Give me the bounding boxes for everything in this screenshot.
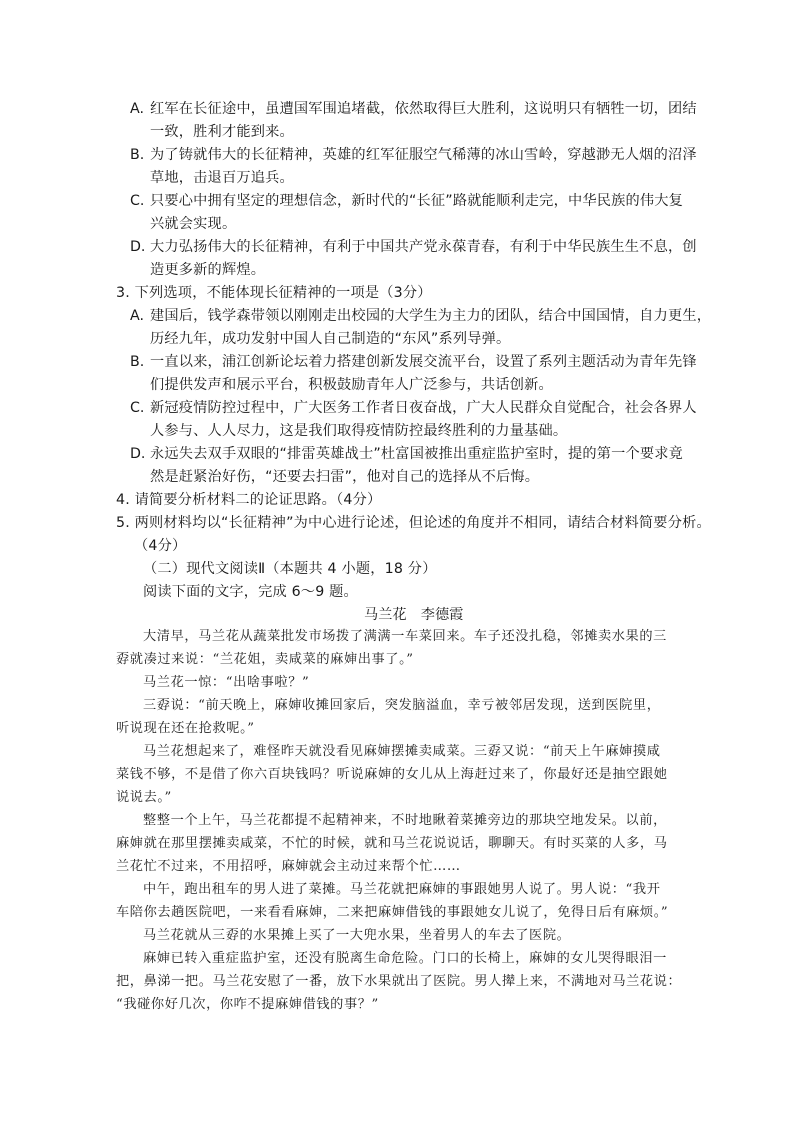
option-label: B.	[130, 354, 145, 370]
option-label: B.	[130, 147, 145, 163]
option-label: D.	[130, 446, 146, 462]
story-line: 大清早，马兰花从蔬菜批发市场拨了满满一车菜回来。车子还没扎稳，邻摊卖水果的三	[143, 629, 667, 644]
question-stem: 3. 下列选项，不能体现长征精神的一项是（3分）	[116, 285, 432, 301]
story-line: 马兰花一惊：“出啥事啦？”	[143, 675, 310, 690]
story-line: 孬就凑过来说：“兰花姐，卖咸菜的麻婶出事了。”	[116, 652, 414, 667]
story-line: 三孬说：“前天晚上，麻婶收摊回家后，突发脑溢血，幸亏被邻居发现，送到医院里，	[143, 698, 661, 713]
option-label: C.	[130, 193, 145, 209]
option-label: A.	[130, 308, 144, 324]
story-title: 马兰花 李德霞	[364, 607, 464, 623]
option-label: D.	[130, 239, 146, 255]
story-line: 说说去。”	[116, 790, 172, 805]
option-text: 历经九年，成功发射中国人自己制造的“东风”系列导弹。	[150, 331, 511, 347]
option-text: 为了铸就伟大的长征精神，英雄的红军征服空气稀薄的冰山雪岭，穿越渺无人烟的沼泽	[150, 147, 697, 163]
story-line: 兰花忙不过来，不用招呼，麻婶就会主动过来帮个忙……	[116, 859, 461, 874]
option-text: 建国后，钱学森带领以刚刚走出校园的大学生为主力的团队，结合中国国情，自力更生，	[150, 308, 712, 324]
reading-instruction: 阅读下面的文字，完成 6～9 题。	[143, 584, 358, 600]
option-text: 一直以来，浦江创新论坛着力搭建创新发展交流平台，设置了系列主题活动为青年先锋	[150, 354, 697, 370]
option-label: A.	[130, 101, 144, 117]
option-text: 们提供发声和展示平台，积极鼓励青年人广泛参与，共话创新。	[150, 377, 553, 393]
section-header: （二）现代文阅读Ⅱ（本题共 4 小题，18 分）	[143, 561, 437, 577]
question-5: 5. 两则材料均以“长征精神”为中心进行论述，但论述的角度并不相同，请结合材料简要分析。	[116, 515, 711, 531]
story-line: 麻婶已转入重症监护室，还没有脱离生命危险。门口的长椅上，麻婶的女儿哭得眼泪一	[143, 951, 667, 966]
story-line: 中午，跑出租车的男人进了菜摊。马兰花就把麻婶的事跟她男人说了。男人说：“我开	[143, 882, 661, 897]
option-text: 永远失去双手双眼的“排雷英雄战士”杜富国被推出重症监护室时，提的第一个要求竟	[150, 446, 684, 462]
option-text: 然是赶紧治好伤，“还要去扫雷”，他对自己的选择从不后悔。	[150, 469, 540, 485]
option-text: 红军在长征途中，虽遭国军围追堵截，依然取得巨大胜利，这说明只有牺牲一切，团结	[150, 101, 697, 117]
option-text: 草地，击退百万追兵。	[150, 170, 294, 186]
option-text: 一致，胜利才能到来。	[150, 124, 294, 140]
story-line: 听说现在还在抢救呢。”	[116, 721, 255, 736]
question-4: 4. 请简要分析材料二的论证思路。（4分）	[116, 492, 382, 508]
story-line: “我碰你好几次，你咋不提麻婶借钱的事？”	[116, 997, 379, 1012]
story-line: 整整一个上午，马兰花都提不起精神来，不时地瞅着菜摊旁边的那块空地发呆。以前，	[143, 813, 667, 828]
option-text: 只要心中拥有坚定的理想信念，新时代的“长征”路就能顺利走完，中华民族的伟大复	[150, 193, 684, 209]
option-label: C.	[130, 400, 145, 416]
story-line: 把，鼻涕一把。马兰花安慰了一番，放下水果就出了医院。男人撵上来，不满地对马兰花说：	[116, 974, 682, 989]
option-text: 造更多新的辉煌。	[150, 262, 266, 278]
question-5-score: （4分）	[134, 538, 187, 554]
story-line: 车陪你去趟医院吧，一来看看麻婶，二来把麻婶借钱的事跟她女儿说了，免得日后有麻烦。”	[116, 905, 669, 920]
option-text: 人参与、人人尽力，这是我们取得疫情防控最终胜利的力量基础。	[150, 423, 568, 439]
story-line: 麻婶就在那里摆摊卖咸菜，不忙的时候，就和马兰花说说话，聊聊天。有时买菜的人多，马	[116, 836, 668, 851]
story-line: 马兰花就从三孬的水果摊上买了一大兜水果，坐着男人的车去了医院。	[143, 928, 571, 943]
story-line: 马兰花想起来了，难怪昨天就没看见麻婶摆摊卖咸菜。三孬又说：“前天上午麻婶摸咸	[143, 744, 661, 759]
option-text: 大力弘扬伟大的长征精神，有利于中国共产党永葆青春，有利于中华民族生生不息，创	[150, 239, 697, 255]
option-text: 新冠疫情防控过程中，广大医务工作者日夜奋战，广大人民群众自觉配合，社会各界人	[150, 400, 697, 416]
story-line: 菜钱不够，不是借了你六百块钱吗？听说麻婶的女儿从上海赶过来了，你最好还是抽空跟她	[116, 767, 668, 782]
option-text: 兴就会实现。	[150, 216, 237, 232]
